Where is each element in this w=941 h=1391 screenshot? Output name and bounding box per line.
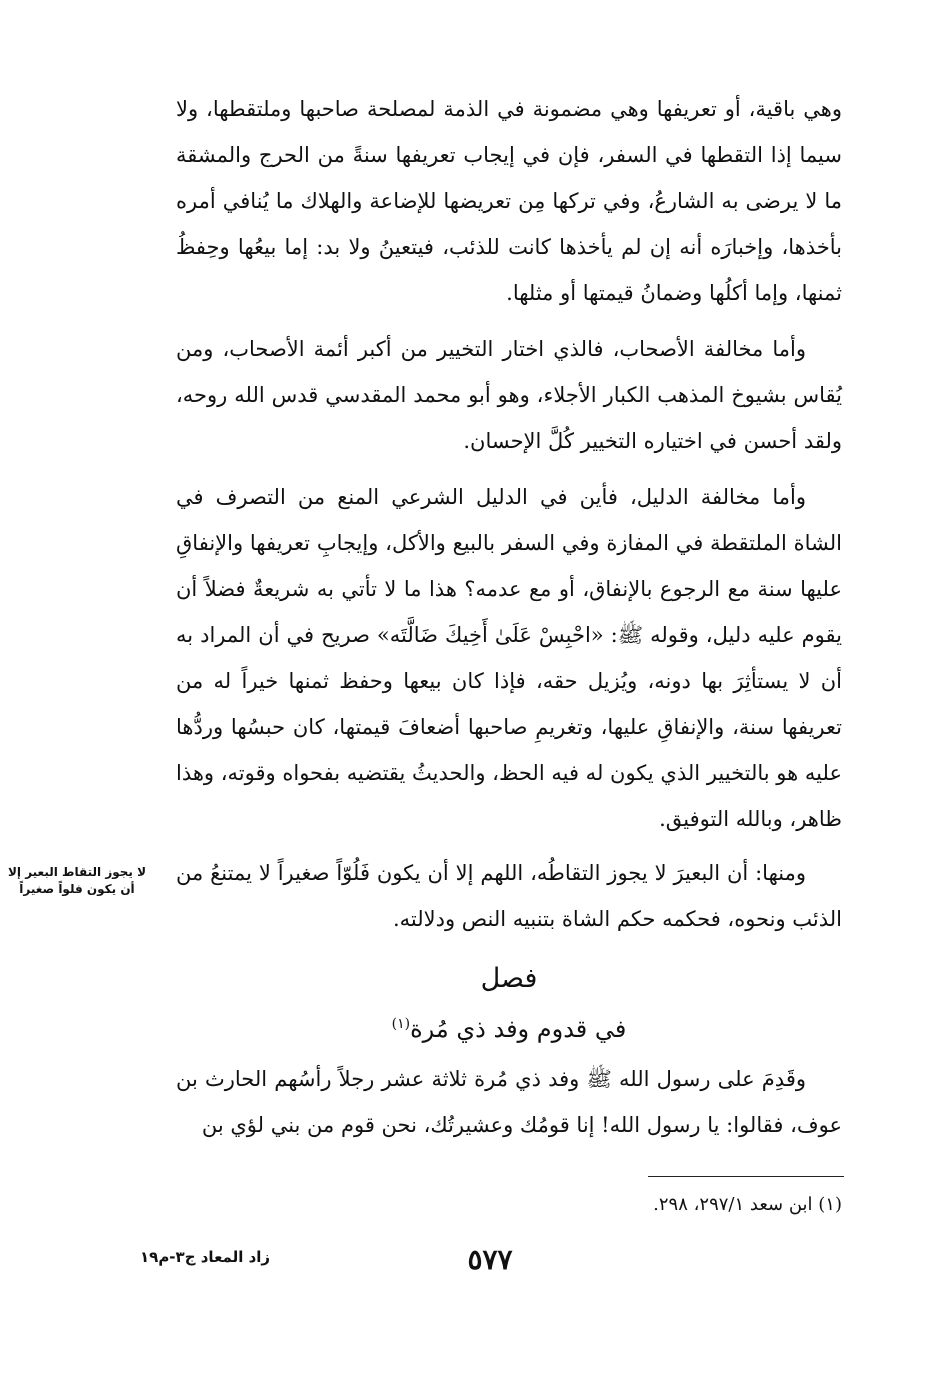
page-number: ٥٧٧ (467, 1243, 513, 1276)
paragraph-text: وقَدِمَ على رسول الله ﷺ وفد ذي مُرة ثلاثة عشر رجلاً رأسُهم الحارث بن عوف، فقالوا: يا رسول الله! إنا قومُك وعشيرتُك، نحن قوم من بني لؤي بن (176, 1067, 842, 1137)
paragraph-5 (176, 1056, 842, 1148)
paragraph-text: وأما مخالفة الأصحاب، فالذي اختار التخيير من أكبر أئمة الأصحاب، ومن يُقاس بشيوخ المذهب الكبار الأجلاء، وهو أبو محمد المقدسي قدس الله روحه، ولقد أحسن في اختياره التخيير كُلَّ الإحسان. (176, 337, 843, 453)
paragraph-text: وهي باقية، أو تعريفها وهي مضمونة في الذمة لمصلحة صاحبها وملتقطها، ولا سيما إذا التقطها في السفر، فإن في إيجاب تعريفها سنةً من الحرج والمشقة ما لا يرضى به الشارعُ، وفي تركها مِن تعريضها للإضاعة والهلاك ما يُنافي أمره بأخذها، وإخبارَه أنه إن لم يأخذها كانت للذئب، فيتعينُ ولا بد: إما بيعُها وحِفظُ ثمنها، وإما أكلُها وضمانُ قيمتها أو مثلها. (176, 97, 842, 305)
footnote-divider (648, 1176, 844, 1177)
paragraph-3 (176, 474, 842, 842)
book-title-signature: زاد المعاد ج٣-م١٩ (140, 1248, 271, 1266)
paragraph-1 (176, 86, 842, 316)
section-subheading-text: في قدوم وفد ذي مُرة (410, 1015, 627, 1043)
paragraph-text: ومنها: أن البعيرَ لا يجوز التقاطُه، اللهم إلا أن يكون فَلُوّاً صغيراً لا يمتنعُ من الذئب ونحوه، فحكمه حكم الشاة بتنبيه النص ودلالته. (176, 861, 842, 931)
margin-note: لا يجوز التقاط البعير إلا أن يكون فلواً صغيراً (7, 865, 147, 896)
section-heading: فصل (480, 963, 538, 994)
paragraph-4 (176, 850, 842, 942)
section-subheading (176, 1004, 842, 1049)
paragraph-2 (176, 326, 842, 464)
footnote: (١) ابن سعد ٢٩٧/١، ٢٩٨. (653, 1194, 842, 1215)
paragraph-text: وأما مخالفة الدليل، فأين في الدليل الشرعي المنع من التصرف في الشاة الملتقطة في المفازة وفي السفر بالبيع والأكل، وإيجابِ تعريفها والإنفاقِ عليها سنة مع الرجوع بالإنفاق، أو مع عدمه؟ هذا ما لا تأتي به شريعةٌ فضلاً أن يقوم عليه دليل، وقوله ﷺ: «احْبِسْ عَلَىٰ أَخِيكَ ضَالَّتَه» صريح في أن المراد به أن لا يستأثِرَ بها دونه، ويُزيل حقه، فإذا كان بيعها وحفظ ثمنها خيراً له من تعريفها سنة، والإنفاقِ عليها، وتغريمِ صاحبها أضعافَ قيمتها، كان حبسُها وردُّها عليه هو بالتخيير الذي يكون له فيه الحظ، والحديثُ يقتضيه بفحواه وقوته، وهذا ظاهر، وبالله التوفيق. (176, 485, 842, 831)
footnote-marker: (١) (391, 1016, 411, 1032)
